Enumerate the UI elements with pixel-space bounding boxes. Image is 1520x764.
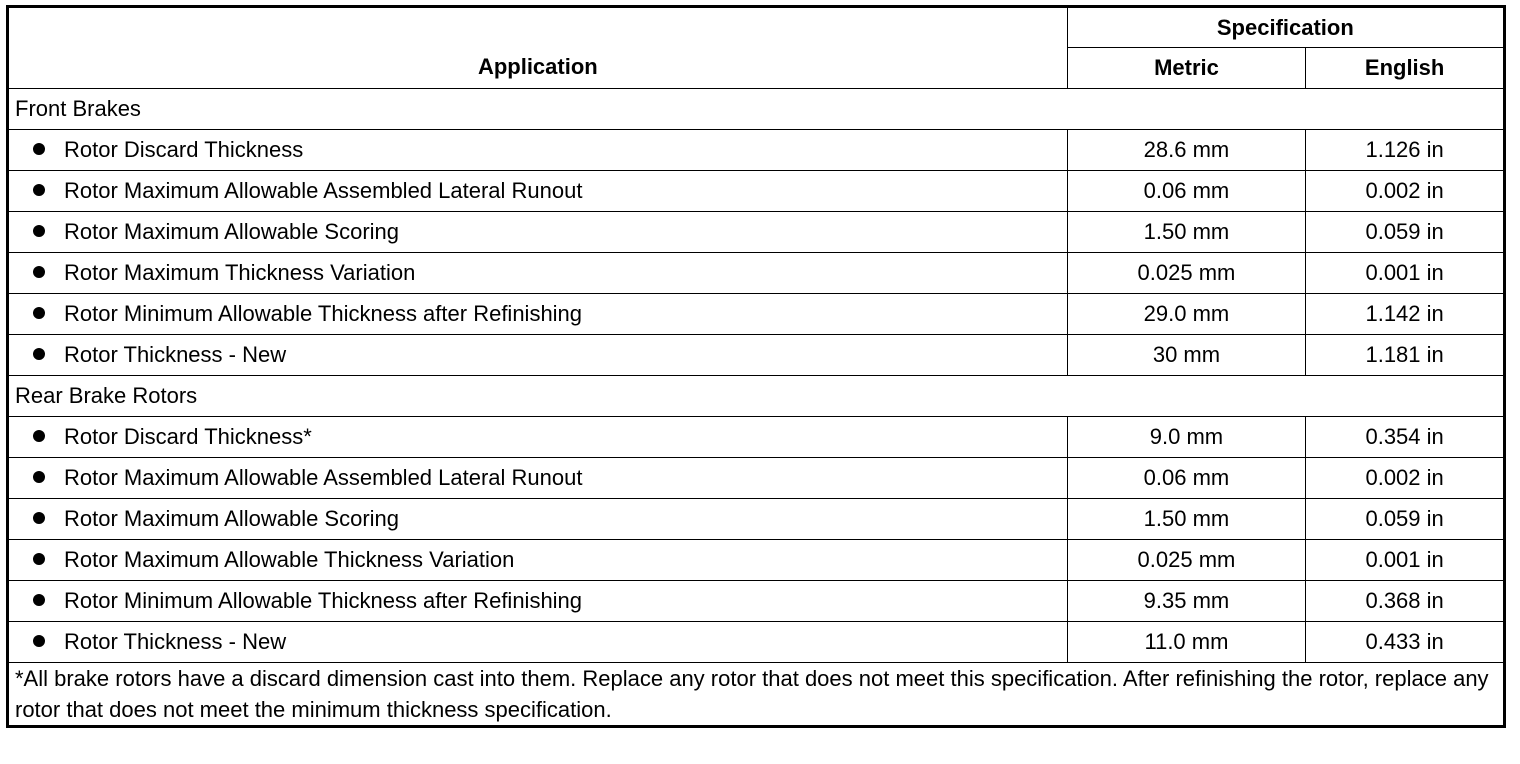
metric-value: 29.0 mm: [1067, 294, 1306, 335]
metric-value: 11.0 mm: [1067, 622, 1306, 663]
application-cell: [8, 622, 1068, 663]
table-row: [8, 540, 1505, 581]
english-value: 0.001 in: [1306, 253, 1505, 294]
metric-value: 9.35 mm: [1067, 581, 1306, 622]
application-label: Rotor Maximum Allowable Assembled Lateral Runout: [64, 178, 583, 203]
english-value: 0.354 in: [1306, 417, 1505, 458]
bullet-icon: [33, 348, 45, 360]
section-title: Rear Brake Rotors: [8, 376, 1505, 417]
table-row: [8, 212, 1505, 253]
metric-value: 1.50 mm: [1067, 499, 1306, 540]
application-cell: [8, 581, 1068, 622]
bullet-icon: [33, 307, 45, 319]
application-label: Rotor Discard Thickness: [64, 137, 304, 162]
application-cell: [8, 171, 1068, 212]
footnote: *All brake rotors have a discard dimension cast into them. Replace any rotor that does not meet this specification. After refinishing the rotor, replace any rotor that does not meet the minimum thickness specification.: [8, 663, 1505, 727]
application-cell: [8, 417, 1068, 458]
table-row: [8, 171, 1505, 212]
bullet-icon: [33, 266, 45, 278]
header-specification: Specification: [1067, 7, 1504, 48]
header-metric: Metric: [1067, 48, 1306, 89]
section-row: [8, 376, 1505, 417]
metric-value: 9.0 mm: [1067, 417, 1306, 458]
metric-value: 1.50 mm: [1067, 212, 1306, 253]
english-value: 0.368 in: [1306, 581, 1505, 622]
bullet-icon: [33, 225, 45, 237]
application-cell: [8, 540, 1068, 581]
application-label: Rotor Maximum Allowable Scoring: [64, 506, 400, 531]
application-label: Rotor Minimum Allowable Thickness after Refinishing: [64, 301, 583, 326]
application-label: Rotor Thickness - New: [64, 629, 287, 654]
table-body: [8, 89, 1505, 663]
application-label: Rotor Maximum Allowable Scoring: [64, 219, 400, 244]
spec-table-container: [6, 5, 1506, 728]
english-value: 0.059 in: [1306, 499, 1505, 540]
application-cell: [8, 458, 1068, 499]
bullet-icon: [33, 430, 45, 442]
metric-value: 0.025 mm: [1067, 540, 1306, 581]
application-cell: [8, 499, 1068, 540]
english-value: 0.001 in: [1306, 540, 1505, 581]
bullet-icon: [33, 512, 45, 524]
metric-value: 28.6 mm: [1067, 130, 1306, 171]
table-header: [8, 7, 1505, 89]
header-english: English: [1306, 48, 1505, 89]
table-row: [8, 417, 1505, 458]
bullet-icon: [33, 635, 45, 647]
table-row: [8, 622, 1505, 663]
table-row: [8, 335, 1505, 376]
english-value: 0.059 in: [1306, 212, 1505, 253]
metric-value: 0.025 mm: [1067, 253, 1306, 294]
application-label: Rotor Discard Thickness*: [64, 424, 312, 449]
application-label: Rotor Maximum Allowable Assembled Lateral Runout: [64, 465, 583, 490]
brake-rotor-spec-table: [6, 5, 1506, 728]
bullet-icon: [33, 594, 45, 606]
table-row: [8, 458, 1505, 499]
bullet-icon: [33, 553, 45, 565]
application-label: Rotor Maximum Allowable Thickness Variation: [64, 547, 515, 572]
application-cell: [8, 253, 1068, 294]
application-cell: [8, 130, 1068, 171]
section-title: Front Brakes: [8, 89, 1505, 130]
metric-value: 0.06 mm: [1067, 458, 1306, 499]
application-label: Rotor Minimum Allowable Thickness after Refinishing: [64, 588, 583, 613]
bullet-icon: [33, 184, 45, 196]
table-row: [8, 499, 1505, 540]
table-row: [8, 581, 1505, 622]
table-row: [8, 253, 1505, 294]
english-value: 0.002 in: [1306, 458, 1505, 499]
header-application: Application: [8, 7, 1068, 89]
application-cell: [8, 294, 1068, 335]
table-row: [8, 294, 1505, 335]
english-value: 0.002 in: [1306, 171, 1505, 212]
english-value: 1.126 in: [1306, 130, 1505, 171]
application-label: Rotor Maximum Thickness Variation: [64, 260, 416, 285]
bullet-icon: [33, 143, 45, 155]
metric-value: 30 mm: [1067, 335, 1306, 376]
application-cell: [8, 335, 1068, 376]
section-row: [8, 89, 1505, 130]
metric-value: 0.06 mm: [1067, 171, 1306, 212]
table-row: [8, 130, 1505, 171]
application-cell: [8, 212, 1068, 253]
english-value: 0.433 in: [1306, 622, 1505, 663]
application-label: Rotor Thickness - New: [64, 342, 287, 367]
english-value: 1.181 in: [1306, 335, 1505, 376]
english-value: 1.142 in: [1306, 294, 1505, 335]
bullet-icon: [33, 471, 45, 483]
